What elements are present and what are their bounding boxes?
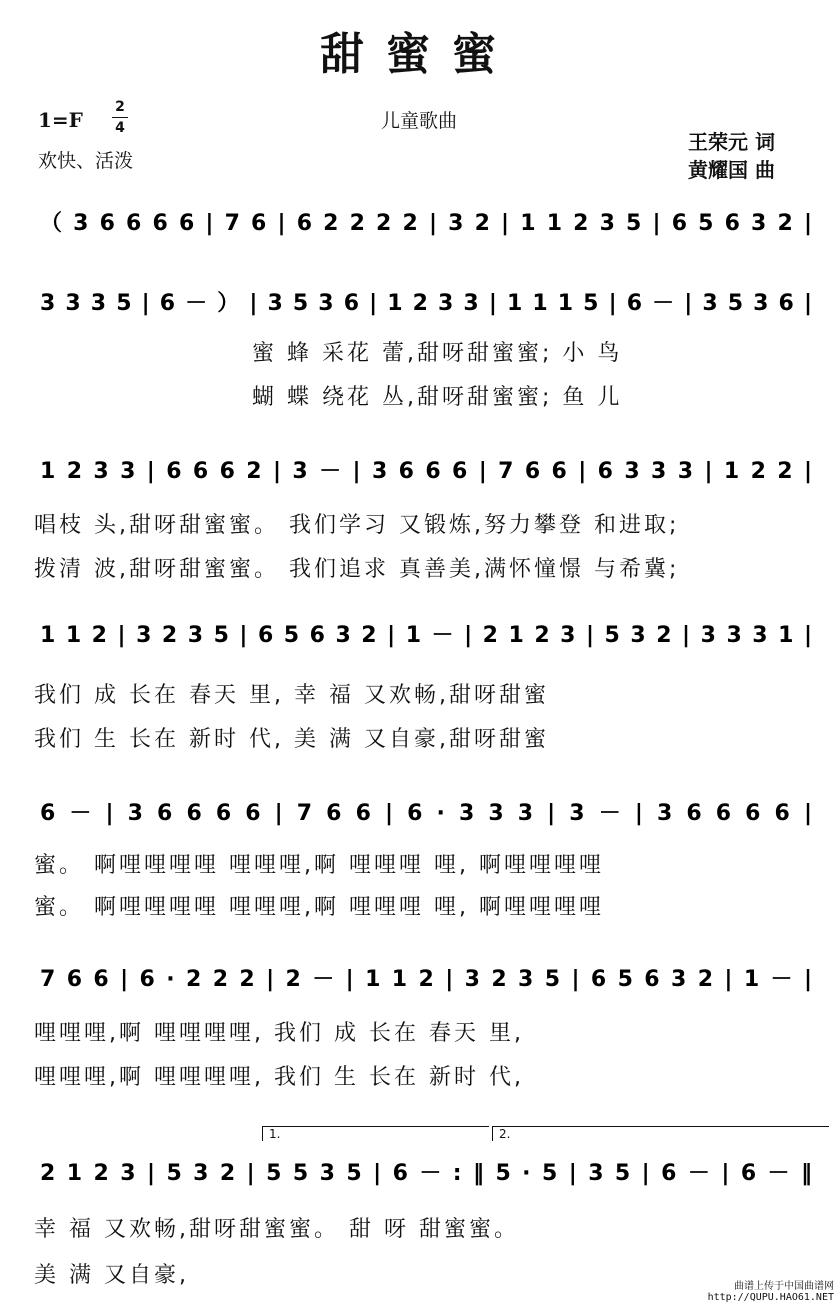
key-signature: 1=F [38,108,83,132]
footer-line: http://QUPU.HAO61.NET [707,1292,834,1303]
lyric-line: 哩哩哩,啊 哩哩哩哩, 我们 成 长在 春天 里, [34,1021,524,1046]
time-signature-top: 2 [115,99,125,115]
notation-text: 2123|532|5535|6－:‖5·5|35|6－|6－‖ [40,1161,812,1186]
notation-text: 112|3235|65632|1－|2123|532|3331| [40,623,812,648]
notation-text: （36666|76|62222|32|11235|65632| [40,211,812,236]
lyric-line: 我们 生 长在 新时 代, 美 满 又自豪,甜呀甜蜜 [34,727,549,752]
time-signature-bottom: 4 [115,120,125,136]
notation-system-4 [0,612,838,662]
notation-system-6 [0,956,838,1006]
notation-text: 6－|36666|766|6·333|3－|36666| [40,801,812,826]
lyric-line: 唱枝 头,甜呀甜蜜蜜。 我们学习 又锻炼,努力攀登 和进取; [34,513,680,538]
page-title: 甜蜜蜜 [320,29,518,80]
lyricist-credit: 王荣元 词 [688,130,775,154]
notation-text: 766|6·222|2－|112|3235|65632|1－| [40,967,812,992]
notation-system-2 [0,280,838,330]
tempo-marking: 欢快、活泼 [38,150,134,172]
lyric-line: 拨清 波,甜呀甜蜜蜜。 我们追求 真善美,满怀憧憬 与希冀; [34,557,680,582]
notation-system-5 [0,790,838,840]
lyric-line: 蝴 蝶 绕花 丛,甜呀甜蜜蜜; 鱼 儿 [252,385,623,410]
footer-line: 曲谱上传于中国曲谱网 [734,1281,834,1292]
notation-system-7 [0,1150,838,1200]
volta-second-ending: 2. [492,1126,829,1141]
notation-text: 1233|6662|3－|3666|766|6333|122| [40,459,812,484]
lyric-line: 蜜。 啊哩哩哩哩 哩哩哩,啊 哩哩哩 哩, 啊哩哩哩哩 [34,895,604,920]
watermark-footer [708,1281,834,1303]
lyric-line: 美 满 又自豪, [34,1263,189,1288]
lyric-line: 我们 成 长在 春天 里, 幸 福 又欢畅,甜呀甜蜜 [34,683,549,708]
composer-credit: 黄耀国 曲 [688,158,775,182]
lyric-line: 蜜。 啊哩哩哩哩 哩哩哩,啊 哩哩哩 哩, 啊哩哩哩哩 [34,853,604,878]
lyric-line: 哩哩哩,啊 哩哩哩哩, 我们 生 长在 新时 代, [34,1065,524,1090]
notation-system-3 [0,448,838,498]
lyric-line: 蜜 蜂 采花 蕾,甜呀甜蜜蜜; 小 鸟 [252,341,623,366]
volta-first-ending: 1. [262,1126,489,1141]
notation-system-1 [0,200,838,250]
genre-label: 儿童歌曲 [380,110,457,132]
notation-text: 3335|6－）|3536|1233|1115|6－|3536| [40,291,813,316]
lyric-line: 幸 福 又欢畅,甜呀甜蜜蜜。 甜 呀 甜蜜蜜。 [34,1217,519,1242]
